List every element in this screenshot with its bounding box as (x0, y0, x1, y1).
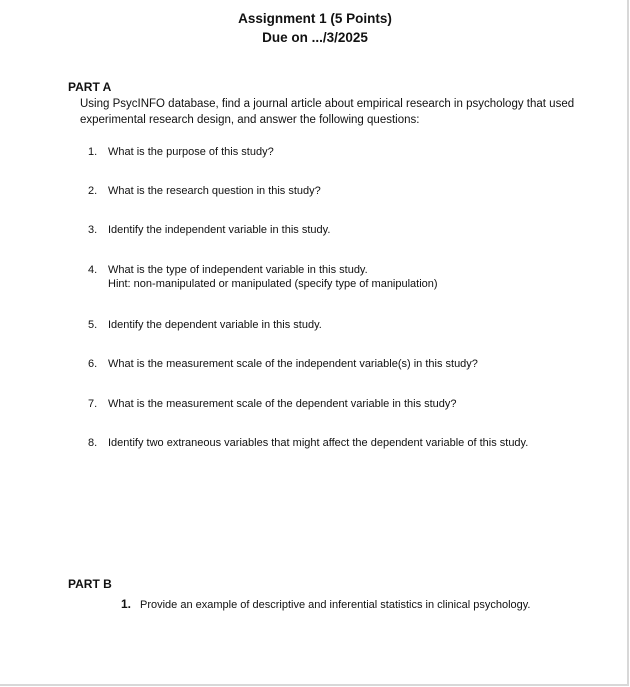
question-number: 7. (88, 398, 98, 410)
part-a-question-8 (88, 436, 528, 450)
question-hint: Hint: non-manipulated or manipulated (specify type of manipulation) (108, 278, 438, 290)
question-number: 1. (121, 597, 132, 611)
question-number: 3. (88, 224, 98, 236)
part-a-question-7 (88, 397, 457, 411)
question-number: 8. (88, 437, 98, 449)
question-text: What is the measurement scale of the dependent variable in this study? (108, 398, 457, 410)
question-text: What is the type of independent variable in this study. (108, 264, 368, 276)
question-number: 2. (88, 185, 98, 197)
part-b-heading: PART B (68, 577, 112, 591)
part-a-question-4 (88, 263, 438, 291)
part-a-question-5 (88, 318, 322, 332)
part-a-question-2 (88, 184, 321, 198)
part-a-question-6 (88, 357, 478, 371)
part-a-intro: Using PsycINFO database, find a journal article about empirical research in psychology that used experimental research design, and answer the following questions: (80, 98, 575, 126)
question-text: Identify two extraneous variables that might affect the dependent variable of this study. (108, 437, 529, 449)
assignment-title: Assignment 1 (5 Points) (238, 11, 392, 26)
question-text: Identify the dependent variable in this study. (108, 319, 322, 331)
question-text: Identify the independent variable in this study. (108, 224, 331, 236)
part-b-question-1 (121, 597, 531, 612)
question-number: 1. (88, 146, 98, 158)
question-number: 5. (88, 319, 98, 331)
question-number: 4. (88, 264, 98, 276)
question-text: What is the research question in this study? (108, 185, 321, 197)
due-date: Due on .../3/2025 (262, 30, 368, 45)
part-a-question-3 (88, 223, 330, 237)
part-a-heading: PART A (68, 80, 112, 94)
question-text: Provide an example of descriptive and inferential statistics in clinical psychology. (140, 599, 531, 611)
question-text: What is the measurement scale of the independent variable(s) in this study? (108, 358, 478, 370)
question-number: 6. (88, 358, 98, 370)
question-text: What is the purpose of this study? (108, 146, 274, 158)
part-a-question-1 (88, 145, 274, 159)
